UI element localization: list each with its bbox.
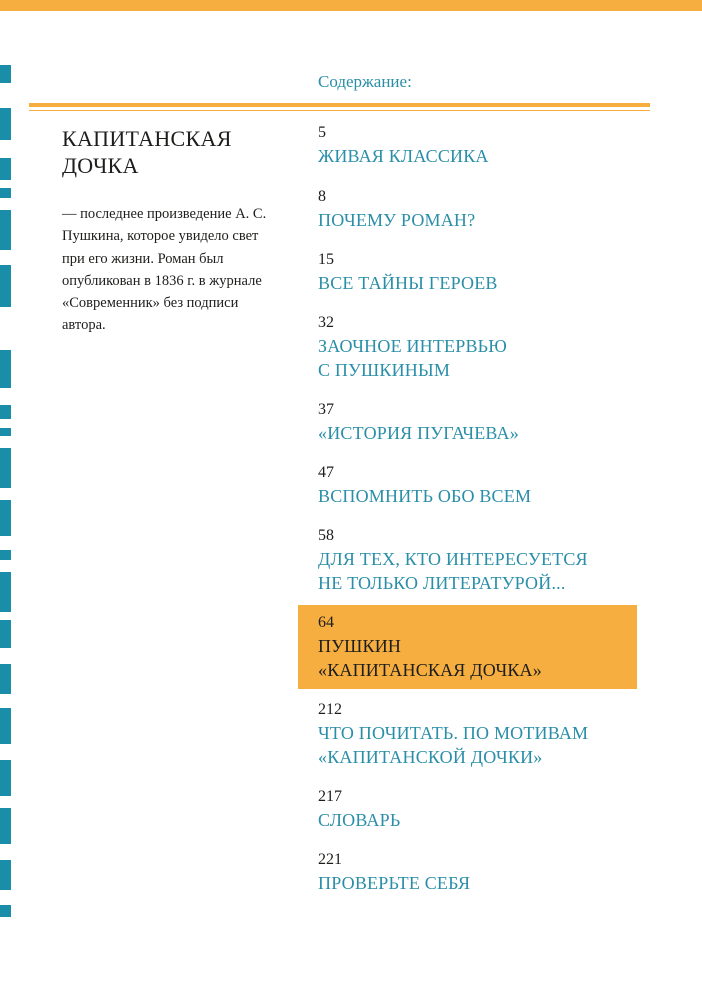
toc-page-number: 58 bbox=[318, 527, 334, 544]
toc-entry[interactable] bbox=[298, 399, 637, 445]
toc-page-number: 64 bbox=[318, 614, 334, 631]
toc-entry[interactable] bbox=[298, 312, 637, 382]
toc-page-number: 47 bbox=[318, 464, 334, 481]
book-title: КАПИТАНСКАЯ ДОЧКА bbox=[62, 126, 232, 178]
toc-entry[interactable] bbox=[298, 699, 637, 769]
toc-title-link[interactable]: СЛОВАРЬ bbox=[318, 810, 401, 830]
toc-entry[interactable] bbox=[298, 849, 637, 895]
toc-title-link[interactable]: ВСПОМНИТЬ ОБО ВСЕМ bbox=[318, 486, 532, 506]
toc-heading: Содержание: bbox=[318, 72, 412, 91]
toc-entry[interactable] bbox=[298, 786, 637, 832]
toc-page-number: 221 bbox=[318, 851, 342, 868]
toc-entry[interactable] bbox=[298, 122, 637, 168]
toc-page-number: 8 bbox=[318, 188, 326, 205]
toc-page-number: 212 bbox=[318, 701, 342, 718]
spine-title-decoration bbox=[0, 60, 12, 920]
header-rule-thick bbox=[29, 103, 650, 107]
toc-page-number: 217 bbox=[318, 788, 342, 805]
book-description: — последнее произведение А. С. Пушкина, которое увидело свет при его жизни. Роман был опубликован в 1836 г. в журнале «Современник» без подписи автора. bbox=[62, 206, 267, 334]
toc-title-link[interactable]: ВСЕ ТАЙНЫ ГЕРОЕВ bbox=[318, 273, 498, 293]
top-accent-bar bbox=[0, 0, 702, 11]
toc-page-number: 15 bbox=[318, 251, 334, 268]
toc-entry[interactable] bbox=[298, 525, 637, 595]
toc-page-number: 32 bbox=[318, 314, 334, 331]
toc-title-link[interactable]: ДЛЯ ТЕХ, КТО ИНТЕРЕСУЕТСЯ НЕ ТОЛЬКО ЛИТЕРАТУРОЙ... bbox=[318, 549, 588, 593]
toc-entry[interactable] bbox=[298, 462, 637, 508]
toc-title-link[interactable]: ЖИВАЯ КЛАССИКА bbox=[318, 146, 489, 166]
toc-entry[interactable] bbox=[298, 249, 637, 295]
toc-entry-highlighted[interactable] bbox=[298, 605, 637, 689]
toc-title-link[interactable]: ЗАОЧНОЕ ИНТЕРВЬЮ С ПУШКИНЫМ bbox=[318, 336, 507, 380]
toc-entry[interactable] bbox=[298, 186, 637, 232]
toc-title-link[interactable]: ПРОВЕРЬТЕ СЕБЯ bbox=[318, 873, 471, 893]
toc-page-number: 5 bbox=[318, 124, 326, 141]
toc-title-link[interactable]: «ИСТОРИЯ ПУГАЧЕВА» bbox=[318, 423, 519, 443]
toc-title-link[interactable]: ПОЧЕМУ РОМАН? bbox=[318, 210, 476, 230]
toc-title-link[interactable]: ПУШКИН «КАПИТАНСКАЯ ДОЧКА» bbox=[318, 636, 542, 680]
toc-page-number: 37 bbox=[318, 401, 334, 418]
header-rule-thin bbox=[29, 110, 650, 111]
toc-title-link[interactable]: ЧТО ПОЧИТАТЬ. ПО МОТИВАМ «КАПИТАНСКОЙ ДОЧКИ» bbox=[318, 723, 589, 767]
